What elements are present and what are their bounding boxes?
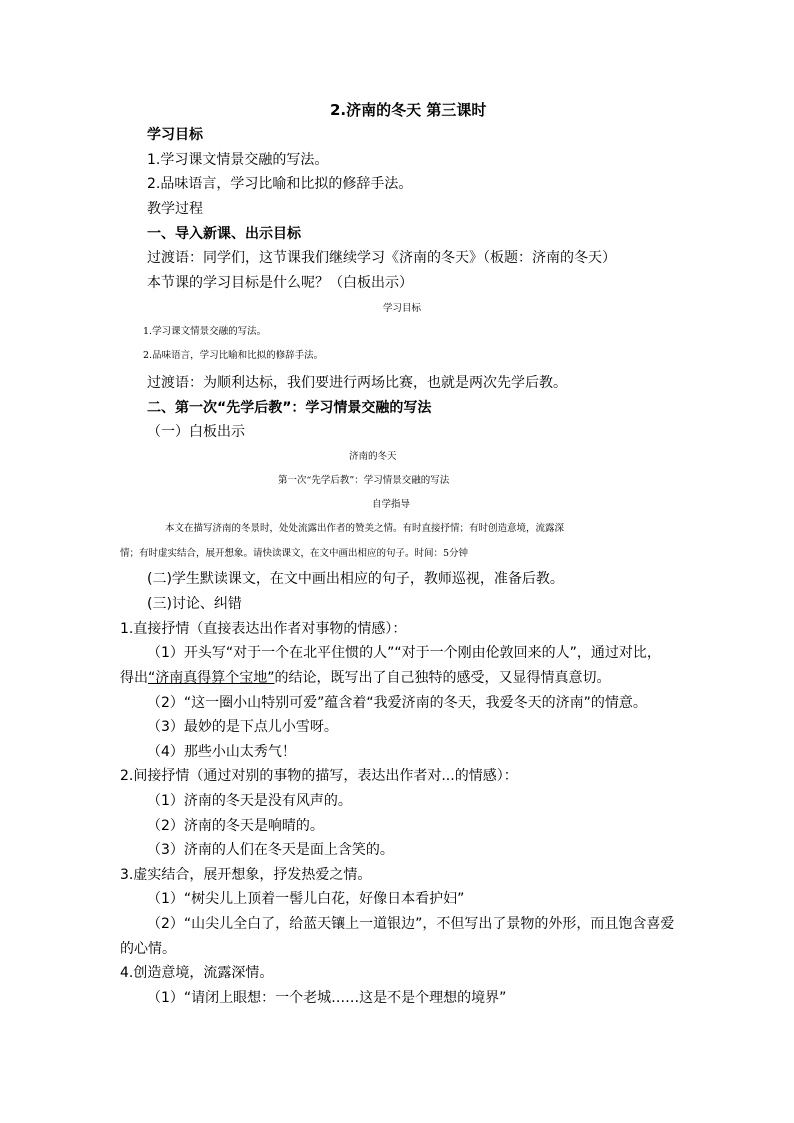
transition-2: 过渡语：为顺利达标，我们要进行两场比赛，也就是两次先学后教。: [147, 375, 567, 391]
point-1-item-4: （4）那些小山太秀气！: [147, 744, 296, 760]
point-3-item-2-line-2: 的心情。: [120, 941, 176, 957]
board-1-heading: 学习目标: [383, 303, 422, 314]
point-3-item-1: （1）“树尖儿上顶着一髻儿白花，好像日本看护妇”: [147, 891, 465, 907]
point-2-item-3: （3）济南的人们在冬天是面上含笑的。: [147, 842, 394, 858]
point-3-heading: 3.虚实结合，展开想象，抒发热爱之情。: [120, 867, 372, 883]
goal-2: 2.品味语言，学习比喻和比拟的修辞手法。: [147, 176, 413, 192]
document-title: 2.济南的冬天 第三课时: [330, 101, 487, 119]
section-1-heading: 一、导入新课、出示目标: [147, 226, 301, 242]
point-1-item-1-line-1: （1）开头写“对于一个在北平住惯的人”“对于一个刚由伦敦回来的人”，通过对比，: [147, 645, 661, 661]
goal-1: 1.学习课文情景交融的写法。: [147, 152, 329, 168]
point-1-item-3: （3）最妙的是下点儿小雪呀。: [147, 719, 338, 735]
question-1: 本节课的学习目标是什么呢？（白板出示）: [147, 275, 413, 291]
board-2-subtitle: 第一次“先学后教”：学习情景交融的写法: [278, 475, 450, 486]
point-1-item-1-line-2-pre: 得出: [120, 670, 148, 686]
point-1-item-2: （2）“这一圈小山特别可爱”蕴含着“我爱济南的冬天，我爱冬天的济南”的情意。: [147, 695, 647, 711]
goals-heading: 学习目标: [147, 127, 203, 143]
point-1-item-1-line-2-post: 的结论，既写出了自己独特的感受，又显得情真意切。: [274, 670, 611, 686]
point-4-heading: 4.创造意境，流露深情。: [120, 965, 274, 981]
sub-2: (二)学生默读课文，在文中画出相应的句子，教师巡视，准备后教。: [147, 571, 564, 587]
sub-1: （一）白板出示: [147, 424, 245, 440]
board-2-title: 济南的冬天: [349, 451, 397, 462]
board-2-para-line-1: 本文在描写济南的冬景时，处处流露出作者的赞美之情。有时直接抒情；有时创造意境，流露深: [165, 523, 565, 534]
section-2-heading: 二、第一次“先学后教”：学习情景交融的写法: [147, 400, 432, 416]
point-1-item-1-line-2: [120, 668, 611, 688]
point-3-item-2-line-1: （2）“山尖儿全白了，给蓝天镶上一道银边”，不但写出了景物的外形，而且饱含喜爱: [147, 916, 675, 932]
board-2-guide: 自学指导: [372, 499, 411, 510]
underlined-quote: “济南真得算个宝地”: [148, 670, 275, 686]
point-2-item-1: （1）济南的冬天是没有风声的。: [147, 793, 352, 809]
point-4-item-1: （1）“请闭上眼想：一个老城……这是不是个理想的境界”: [147, 990, 507, 1006]
board-2-para-line-2: 情；有时虚实结合，展开想象。请快读课文，在文中画出相应的句子。时间：5分钟: [120, 548, 469, 559]
transition-1: 过渡语：同学们，这节课我们继续学习《济南的冬天》（板题：济南的冬天）: [147, 250, 616, 266]
point-2-heading: 2.间接抒情（通过对别的事物的描写，表达出作者对...的情感）：: [120, 768, 518, 784]
point-2-item-2: （2）济南的冬天是响晴的。: [147, 818, 324, 834]
process-heading: 教学过程: [147, 201, 203, 217]
sub-3: (三)讨论、纠错: [147, 596, 242, 612]
board-1-item-2: 2.品味语言，学习比喻和比拟的修辞手法。: [143, 350, 324, 361]
point-1-heading: 1.直接抒情（直接表达出作者对事物的情感）：: [120, 621, 407, 637]
board-1-item-1: 1.学习课文情景交融的写法。: [143, 326, 267, 337]
